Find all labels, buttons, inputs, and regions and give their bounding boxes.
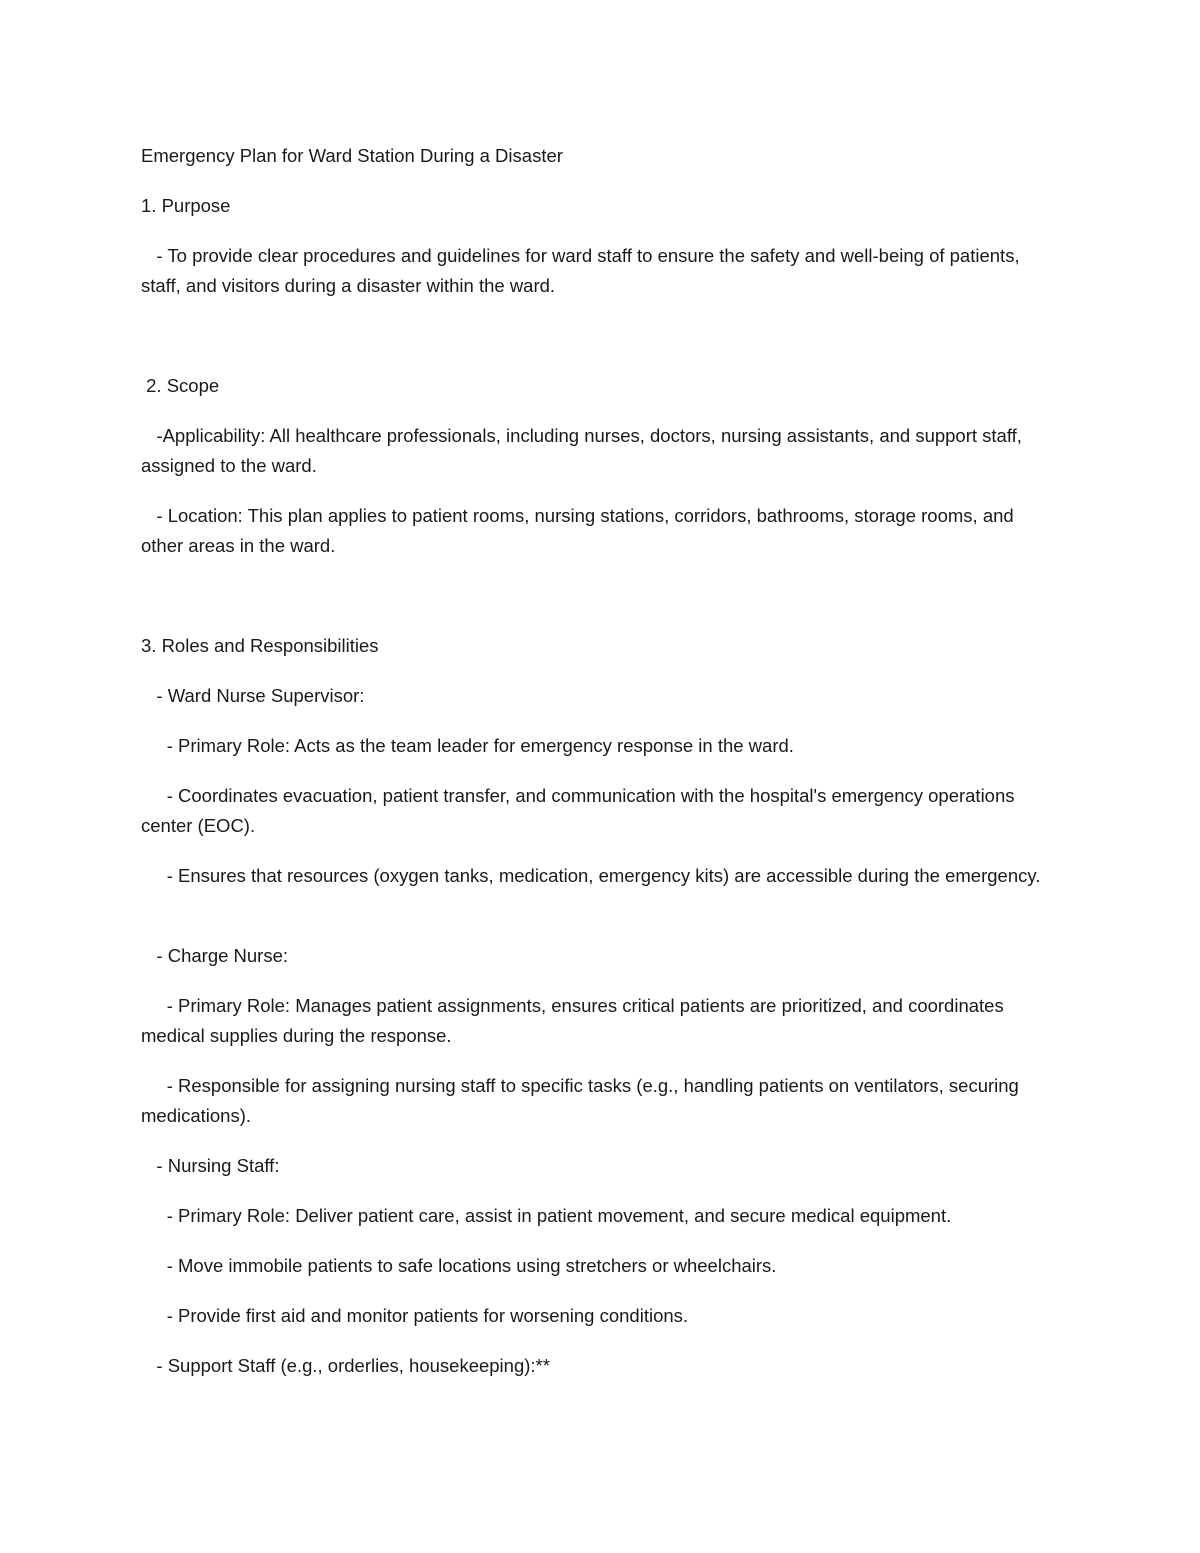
charge-nurse-primary-role: - Primary Role: Manages patient assignments, ensures critical patients are prioritized, and coordinates medical supplies during the response. [141,995,1009,1046]
heading-roles: 3. Roles and Responsibilities [141,635,379,656]
heading-purpose: 1. Purpose [141,195,231,216]
role-nursing-staff: - Nursing Staff: [141,1155,280,1176]
scope-applicability: -Applicability: All healthcare professionals, including nurses, doctors, nursing assistants, and support staff, assigned to the ward. [141,425,1028,476]
charge-nurse-responsible: - Responsible for assigning nursing staff to specific tasks (e.g., handling patients on ventilators, securing medications). [141,1075,1024,1126]
role-ward-nurse-supervisor: - Ward Nurse Supervisor: [141,685,365,706]
nursing-staff-primary-role: - Primary Role: Deliver patient care, assist in patient movement, and secure medical equipment. [141,1205,952,1226]
heading-scope: 2. Scope [141,375,220,396]
supervisor-resources: - Ensures that resources (oxygen tanks, medication, emergency kits) are accessible during the emergency. [141,865,1041,886]
supervisor-primary-role: - Primary Role: Acts as the team leader for emergency response in the ward. [141,735,794,756]
nursing-staff-first-aid: - Provide first aid and monitor patients for worsening conditions. [141,1305,689,1326]
supervisor-coordinates: - Coordinates evacuation, patient transfer, and communication with the hospital's emergency operations center (EOC). [141,785,1020,836]
purpose-text: - To provide clear procedures and guidelines for ward staff to ensure the safety and well-being of patients, staff, and visitors during a disaster within the ward. [141,245,1025,296]
nursing-staff-move-patients: - Move immobile patients to safe locations using stretchers or wheelchairs. [141,1255,777,1276]
role-support-staff: - Support Staff (e.g., orderlies, housekeeping):** [141,1355,550,1376]
scope-location: - Location: This plan applies to patient rooms, nursing stations, corridors, bathrooms, storage rooms, and other areas in the ward. [141,505,1019,556]
document-title: Emergency Plan for Ward Station During a Disaster [141,145,563,166]
role-charge-nurse: - Charge Nurse: [141,945,289,966]
